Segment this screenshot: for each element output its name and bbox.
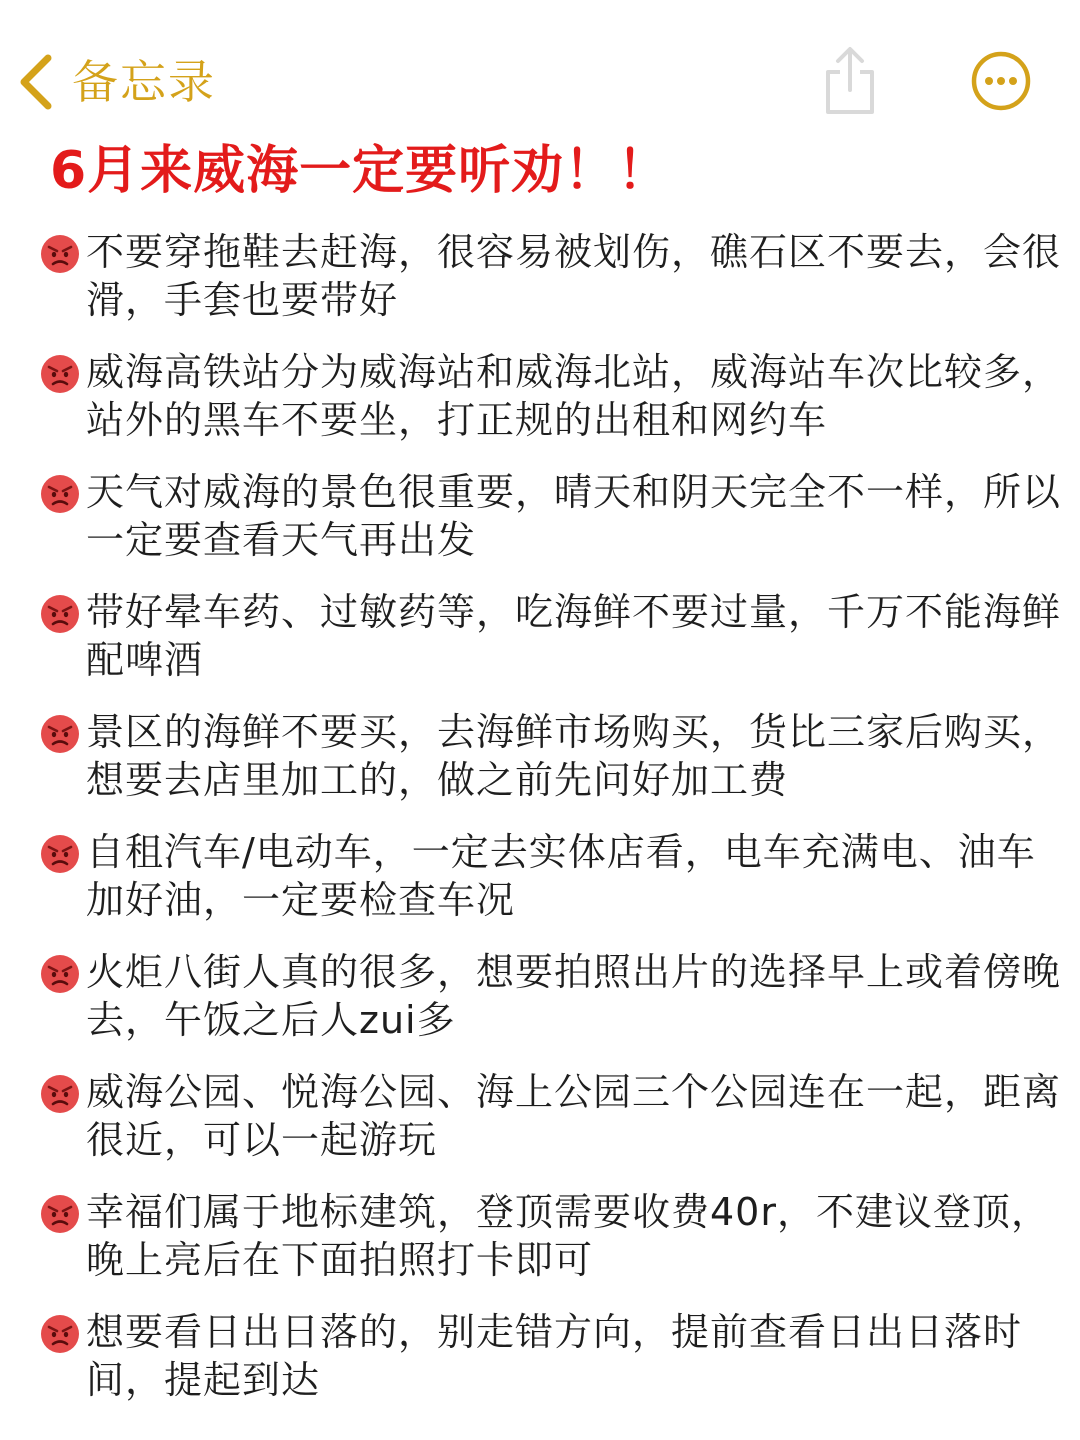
tip-item-10 xyxy=(0,1308,1080,1428)
angry-face-icon xyxy=(40,834,80,874)
chevron-left-icon xyxy=(18,54,54,110)
tip-item-9 xyxy=(0,1188,1080,1308)
tip-text: 火炬八街人真的很多，想要拍照出片的选择早上或着傍晚去，午饭之后人zui多 xyxy=(86,950,1062,1042)
more-icon xyxy=(970,97,1032,116)
tip-text: 幸福们属于地标建筑，登顶需要收费40r，不建议登顶，晚上亮后在下面拍照打卡即可 xyxy=(86,1190,1050,1282)
angry-face-icon xyxy=(40,474,80,514)
tip-item-7 xyxy=(0,948,1080,1068)
tip-item-5 xyxy=(0,708,1080,828)
angry-face-icon xyxy=(40,1194,80,1234)
tip-item-1 xyxy=(0,228,1080,348)
angry-face-icon xyxy=(40,714,80,754)
tip-text: 景区的海鲜不要买，去海鲜市场购买，货比三家后购买，想要去店里加工的，做之前先问好加工费 xyxy=(86,710,1062,802)
tip-text: 不要穿拖鞋去赶海，很容易被划伤，礁石区不要去，会很滑，手套也要带好 xyxy=(86,230,1062,322)
angry-face-icon xyxy=(40,954,80,994)
more-options-button[interactable] xyxy=(970,50,1032,112)
tip-text: 威海高铁站分为威海站和威海北站，威海站车次比较多，站外的黑车不要坐，打正规的出租和网约车 xyxy=(86,350,1062,442)
tip-item-8 xyxy=(0,1068,1080,1188)
tip-text: 天气对威海的景色很重要，晴天和阴天完全不一样，所以一定要查看天气再出发 xyxy=(86,470,1062,562)
back-button[interactable] xyxy=(18,50,216,114)
tip-item-6 xyxy=(0,828,1080,948)
share-icon xyxy=(820,101,880,120)
tip-text: 威海公园、悦海公园、海上公园三个公园连在一起，距离很近，可以一起游玩 xyxy=(86,1070,1062,1162)
back-label: 备忘录 xyxy=(72,55,216,109)
tip-item-4 xyxy=(0,588,1080,708)
note-title: 6月来威海一定要听劝！！ xyxy=(50,141,671,201)
angry-face-icon xyxy=(40,1314,80,1354)
tip-text: 自租汽车/电动车，一定去实体店看，电车充满电、油车加好油，一定要检查车况 xyxy=(86,830,1036,922)
tip-text: 带好晕车药、过敏药等，吃海鲜不要过量，千万不能海鲜配啤酒 xyxy=(86,590,1062,682)
tip-text: 想要看日出日落的，别走错方向，提前查看日出日落时间，提起到达 xyxy=(86,1310,1023,1402)
angry-face-icon xyxy=(40,1074,80,1114)
angry-face-icon xyxy=(40,234,80,274)
angry-face-icon xyxy=(40,354,80,394)
tips-list xyxy=(0,228,1080,1428)
tip-item-3 xyxy=(0,468,1080,588)
share-button[interactable] xyxy=(820,44,880,116)
angry-face-icon xyxy=(40,594,80,634)
tip-item-2 xyxy=(0,348,1080,468)
navigation-bar xyxy=(0,0,1080,130)
